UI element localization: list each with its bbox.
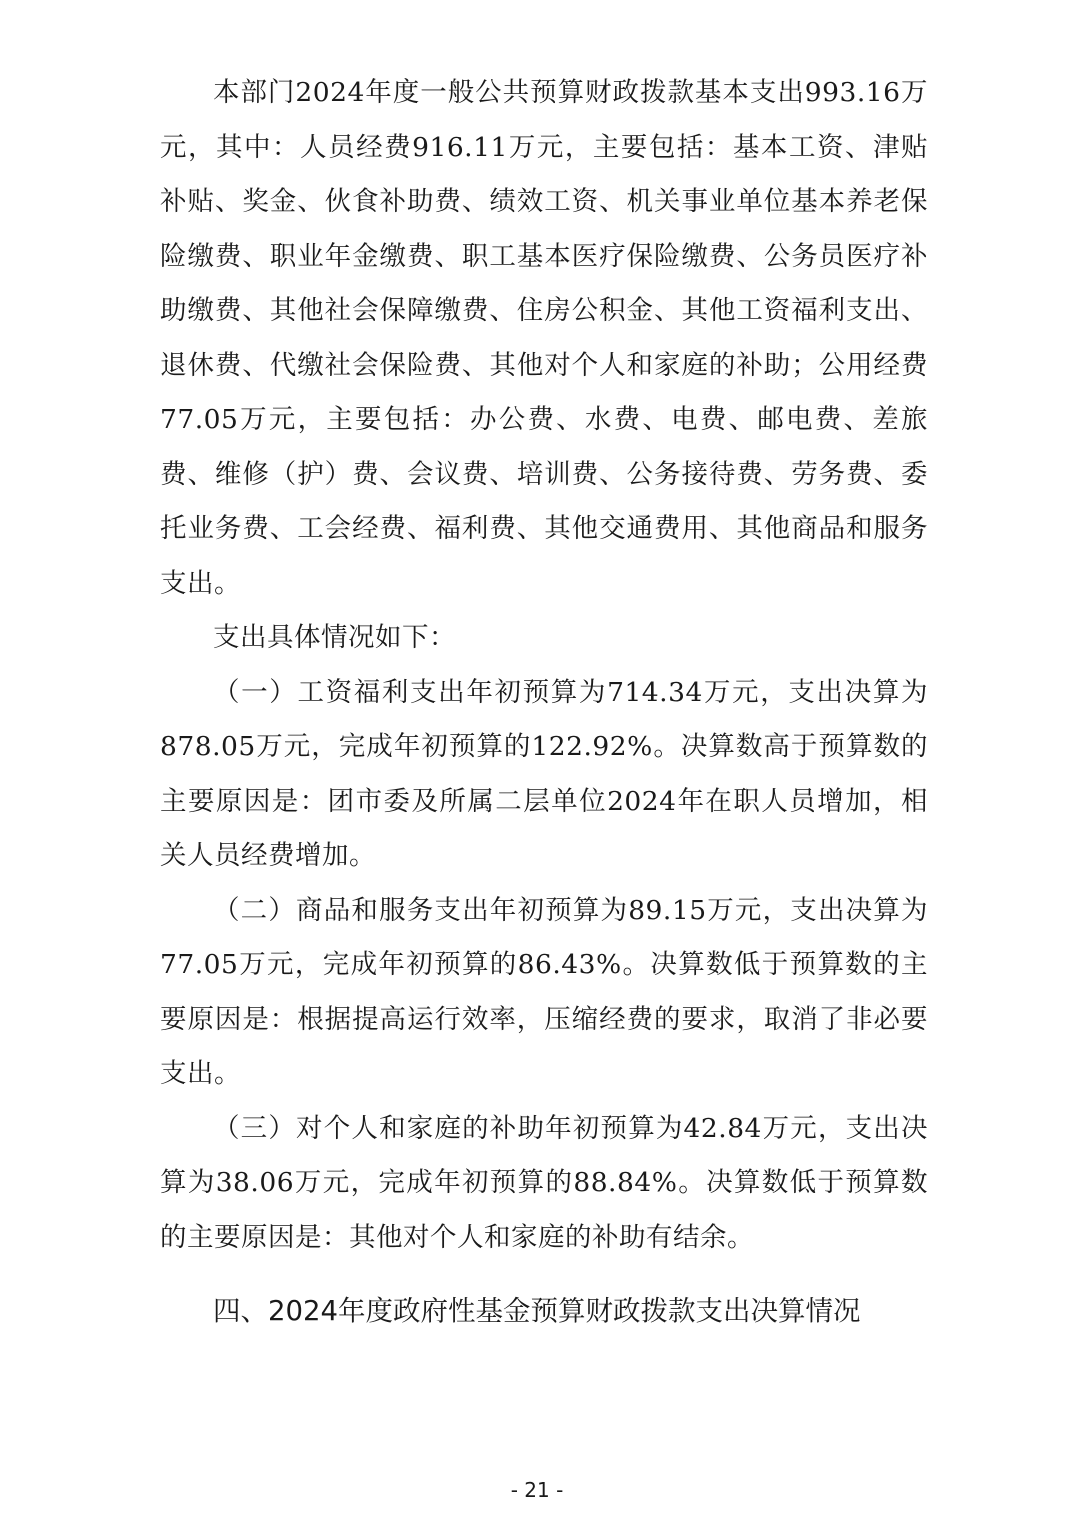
page-number: - 21 - (510, 1478, 564, 1502)
paragraph-individual-family-subsidy: （三）对个人和家庭的补助年初预算为42.84万元，支出决算为38.06万元，完成年初预算的88.84%。决算数低于预算数的主要原因是：其他对个人和家庭的补助有结余。 (160, 1112, 928, 1253)
paragraph-wage-welfare: （一）工资福利支出年初预算为714.34万元，支出决算为878.05万元，完成年初预算的122.92%。决算数高于预算数的主要原因是：团市委及所属二层单位2024年在职人员增加，相关人员经费增加。 (160, 676, 928, 871)
paragraph-basic-expenditure: 本部门2024年度一般公共预算财政拨款基本支出993.16万元，其中：人员经费916.11万元，主要包括：基本工资、津贴补贴、奖金、伙食补助费、绩效工资、机关事业单位基本养老保险缴费、职业年金缴费、职工基本医疗保险缴费、公务员医疗补助缴费、其他社会保障缴费、住房公积金、其他工资福利支出、退休费、代缴社会保险费、其他对个人和家庭的补助；公用经费77.05万元，主要包括：办公费、水费、电费、邮电费、差旅费、维修（护）费、会议费、培训费、公务接待费、劳务费、委托业务费、工会经费、福利费、其他交通费用、其他商品和服务支出。 (160, 77, 928, 599)
body-text (160, 66, 928, 1265)
section-heading: 四、2024年度政府性基金预算财政拨款支出决算情况 (213, 1295, 861, 1327)
paragraph-goods-services: （二）商品和服务支出年初预算为89.15万元，支出决算为77.05万元，完成年初预算的86.43%。决算数低于预算数的主要原因是：根据提高运行效率，压缩经费的要求，取消了非必要支出。 (160, 894, 928, 1089)
paragraph-expenditure-intro: 支出具体情况如下： (213, 622, 456, 653)
